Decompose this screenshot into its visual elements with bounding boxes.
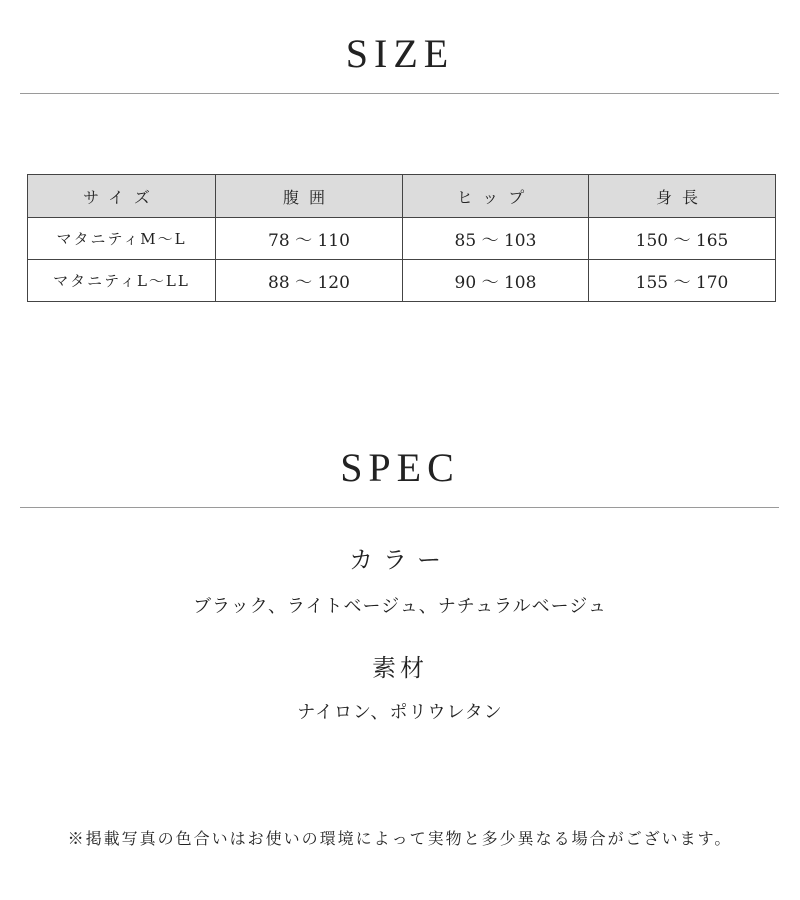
height-cell: 150 〜 165 — [589, 218, 776, 260]
size-name-cell: マタニティL〜LL — [28, 260, 216, 302]
color-value: ブラック、ライトベージュ、ナチュラルベージュ — [193, 596, 607, 617]
spec-section-title: SPEC — [340, 445, 460, 490]
header-height: 身長 — [589, 175, 776, 218]
size-divider — [20, 93, 779, 94]
waist-cell: 78 〜 110 — [216, 218, 403, 260]
color-label: カラー — [349, 546, 451, 574]
header-hip: ヒップ — [403, 175, 589, 218]
table-row — [28, 260, 776, 302]
spec-divider — [20, 507, 779, 508]
height-cell: 155 〜 170 — [589, 260, 776, 302]
table-row — [28, 218, 776, 260]
header-size: サイズ — [28, 175, 216, 218]
material-label: 素材 — [372, 654, 428, 682]
hip-cell: 90 〜 108 — [403, 260, 589, 302]
size-table — [27, 174, 776, 302]
header-waist: 腹囲 — [216, 175, 403, 218]
hip-cell: 85 〜 103 — [403, 218, 589, 260]
waist-cell: 88 〜 120 — [216, 260, 403, 302]
color-disclaimer-note: ※掲載写真の色合いはお使いの環境によって実物と多少異なる場合がございます。 — [67, 829, 733, 848]
size-name-cell: マタニティM〜L — [28, 218, 216, 260]
size-section-title: SIZE — [345, 31, 455, 76]
material-value: ナイロン、ポリウレタン — [297, 702, 503, 723]
size-table-header-row — [28, 175, 776, 218]
